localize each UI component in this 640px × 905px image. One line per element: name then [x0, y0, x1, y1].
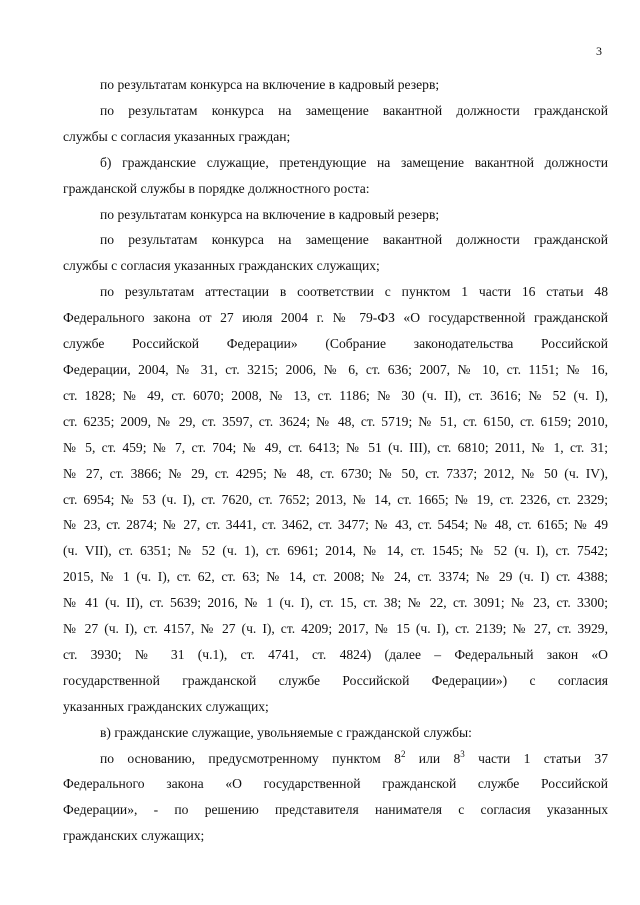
text-line: № 27 (ч. I), ст. 4157, № 27 (ч. I), ст. 4209; 2017, № 15 (ч. I), ст. 2139; № 27, ст. 3929,	[63, 621, 608, 637]
text-line: ст. 3930; № 31 (ч.1), ст. 4741, ст. 4824) (далее – Федеральный закон «О	[63, 646, 608, 662]
text-line: ст. 6235; 2009, № 29, ст. 3597, ст. 3624; № 48, ст. 5719; № 51, ст. 6150, ст. 6159; 2010,	[63, 413, 608, 429]
text-line: по результатам конкурса на включение в кадровый резерв;	[100, 77, 440, 92]
text-line: ст. 1828; № 49, ст. 6070; 2008, № 13, ст. 1186; № 30 (ч. II), ст. 3616; № 52 (ч. I),	[63, 387, 608, 403]
document-body	[63, 72, 608, 849]
text-line: службы с согласия указанных граждан;	[63, 128, 291, 144]
text-line: по результатам конкурса на замещение вакантной должности гражданской	[100, 232, 608, 248]
text-line: по результатам конкурса на включение в кадровый резерв;	[100, 206, 440, 222]
paragraph-5	[63, 227, 608, 279]
line-part: или 8	[405, 750, 461, 766]
paragraph-1	[63, 72, 608, 98]
text-line: службе Российской Федерации» (Собрание законодательства Российской	[63, 336, 608, 352]
text-line: Федерального закона от 27 июля 2004 г. № 79-ФЗ «О государственной гражданской	[63, 310, 608, 326]
text-line: № 41 (ч. II), ст. 5639; 2016, № 1 (ч. I), ст. 15, ст. 38; № 22, ст. 3091; № 23, ст. 3300;	[63, 595, 608, 611]
text-line: 2015, № 1 (ч. I), ст. 62, ст. 63; № 14, ст. 2008; № 24, ст. 3374; № 29 (ч. I) ст. 4388;	[63, 569, 608, 585]
paragraph-6	[63, 279, 608, 719]
text-line-with-superscripts	[63, 746, 608, 772]
paragraph-3	[63, 150, 608, 202]
text-line: Федерального закона «О государственной гражданской службе Российской	[63, 776, 608, 792]
paragraph-2	[63, 98, 608, 150]
paragraph-8	[63, 746, 608, 850]
text-line: № 27, ст. 3866; № 29, ст. 4295; № 48, ст. 6730; № 50, ст. 7337; 2012, № 50 (ч. IV),	[63, 465, 608, 481]
text-line: № 23, ст. 2874; № 27, ст. 3441, ст. 3462, ст. 3477; № 43, ст. 5454; № 48, ст. 6165; № 49	[63, 517, 608, 533]
paragraph-7	[63, 720, 608, 746]
page-number: 3	[596, 44, 602, 58]
superscript: 2	[400, 748, 406, 759]
superscript: 3	[460, 748, 465, 759]
text-line: (ч. VII), ст. 6351; № 52 (ч. 1), ст. 6961; 2014, № 14, ст. 1545; № 52 (ч. I), ст. 7542;	[63, 543, 608, 559]
text-line: Федерации», - по решению представителя нанимателя с согласия указанных	[63, 802, 608, 818]
line-part: части 1 статьи 37	[464, 750, 608, 766]
text-line: в) гражданские служащие, увольняемые с гражданской службы:	[100, 724, 472, 740]
text-line: гражданской службы в порядке должностного роста:	[63, 180, 370, 196]
text-line: ст. 6954; № 53 (ч. I), ст. 7620, ст. 7652; 2013, № 14, ст. 1665; № 19, ст. 2326, ст. 2329;	[63, 491, 608, 507]
text-line: по результатам конкурса на замещение вакантной должности гражданской	[100, 102, 608, 118]
text-line: государственной гражданской службе Российской Федерации») с согласия	[63, 672, 608, 688]
text-line: б) гражданские служащие, претендующие на замещение вакантной должности	[100, 154, 608, 170]
text-line: службы с согласия указанных гражданских служащих;	[63, 258, 380, 274]
text-line: № 5, ст. 459; № 7, ст. 704; № 49, ст. 6413; № 51 (ч. III), ст. 6810; 2011, № 1, ст. 31;	[63, 439, 608, 455]
text-line: гражданских служащих;	[63, 828, 205, 844]
line-part: по основанию, предусмотренному пунктом 8	[100, 750, 401, 766]
text-line: по результатам аттестации в соответствии с пунктом 1 части 16 статьи 48	[100, 284, 608, 300]
text-line: указанных гражданских служащих;	[63, 698, 269, 714]
paragraph-4	[63, 202, 608, 228]
text-line: Федерации, 2004, № 31, ст. 3215; 2006, № 6, ст. 636; 2007, № 10, ст. 1151; № 16,	[63, 361, 608, 377]
